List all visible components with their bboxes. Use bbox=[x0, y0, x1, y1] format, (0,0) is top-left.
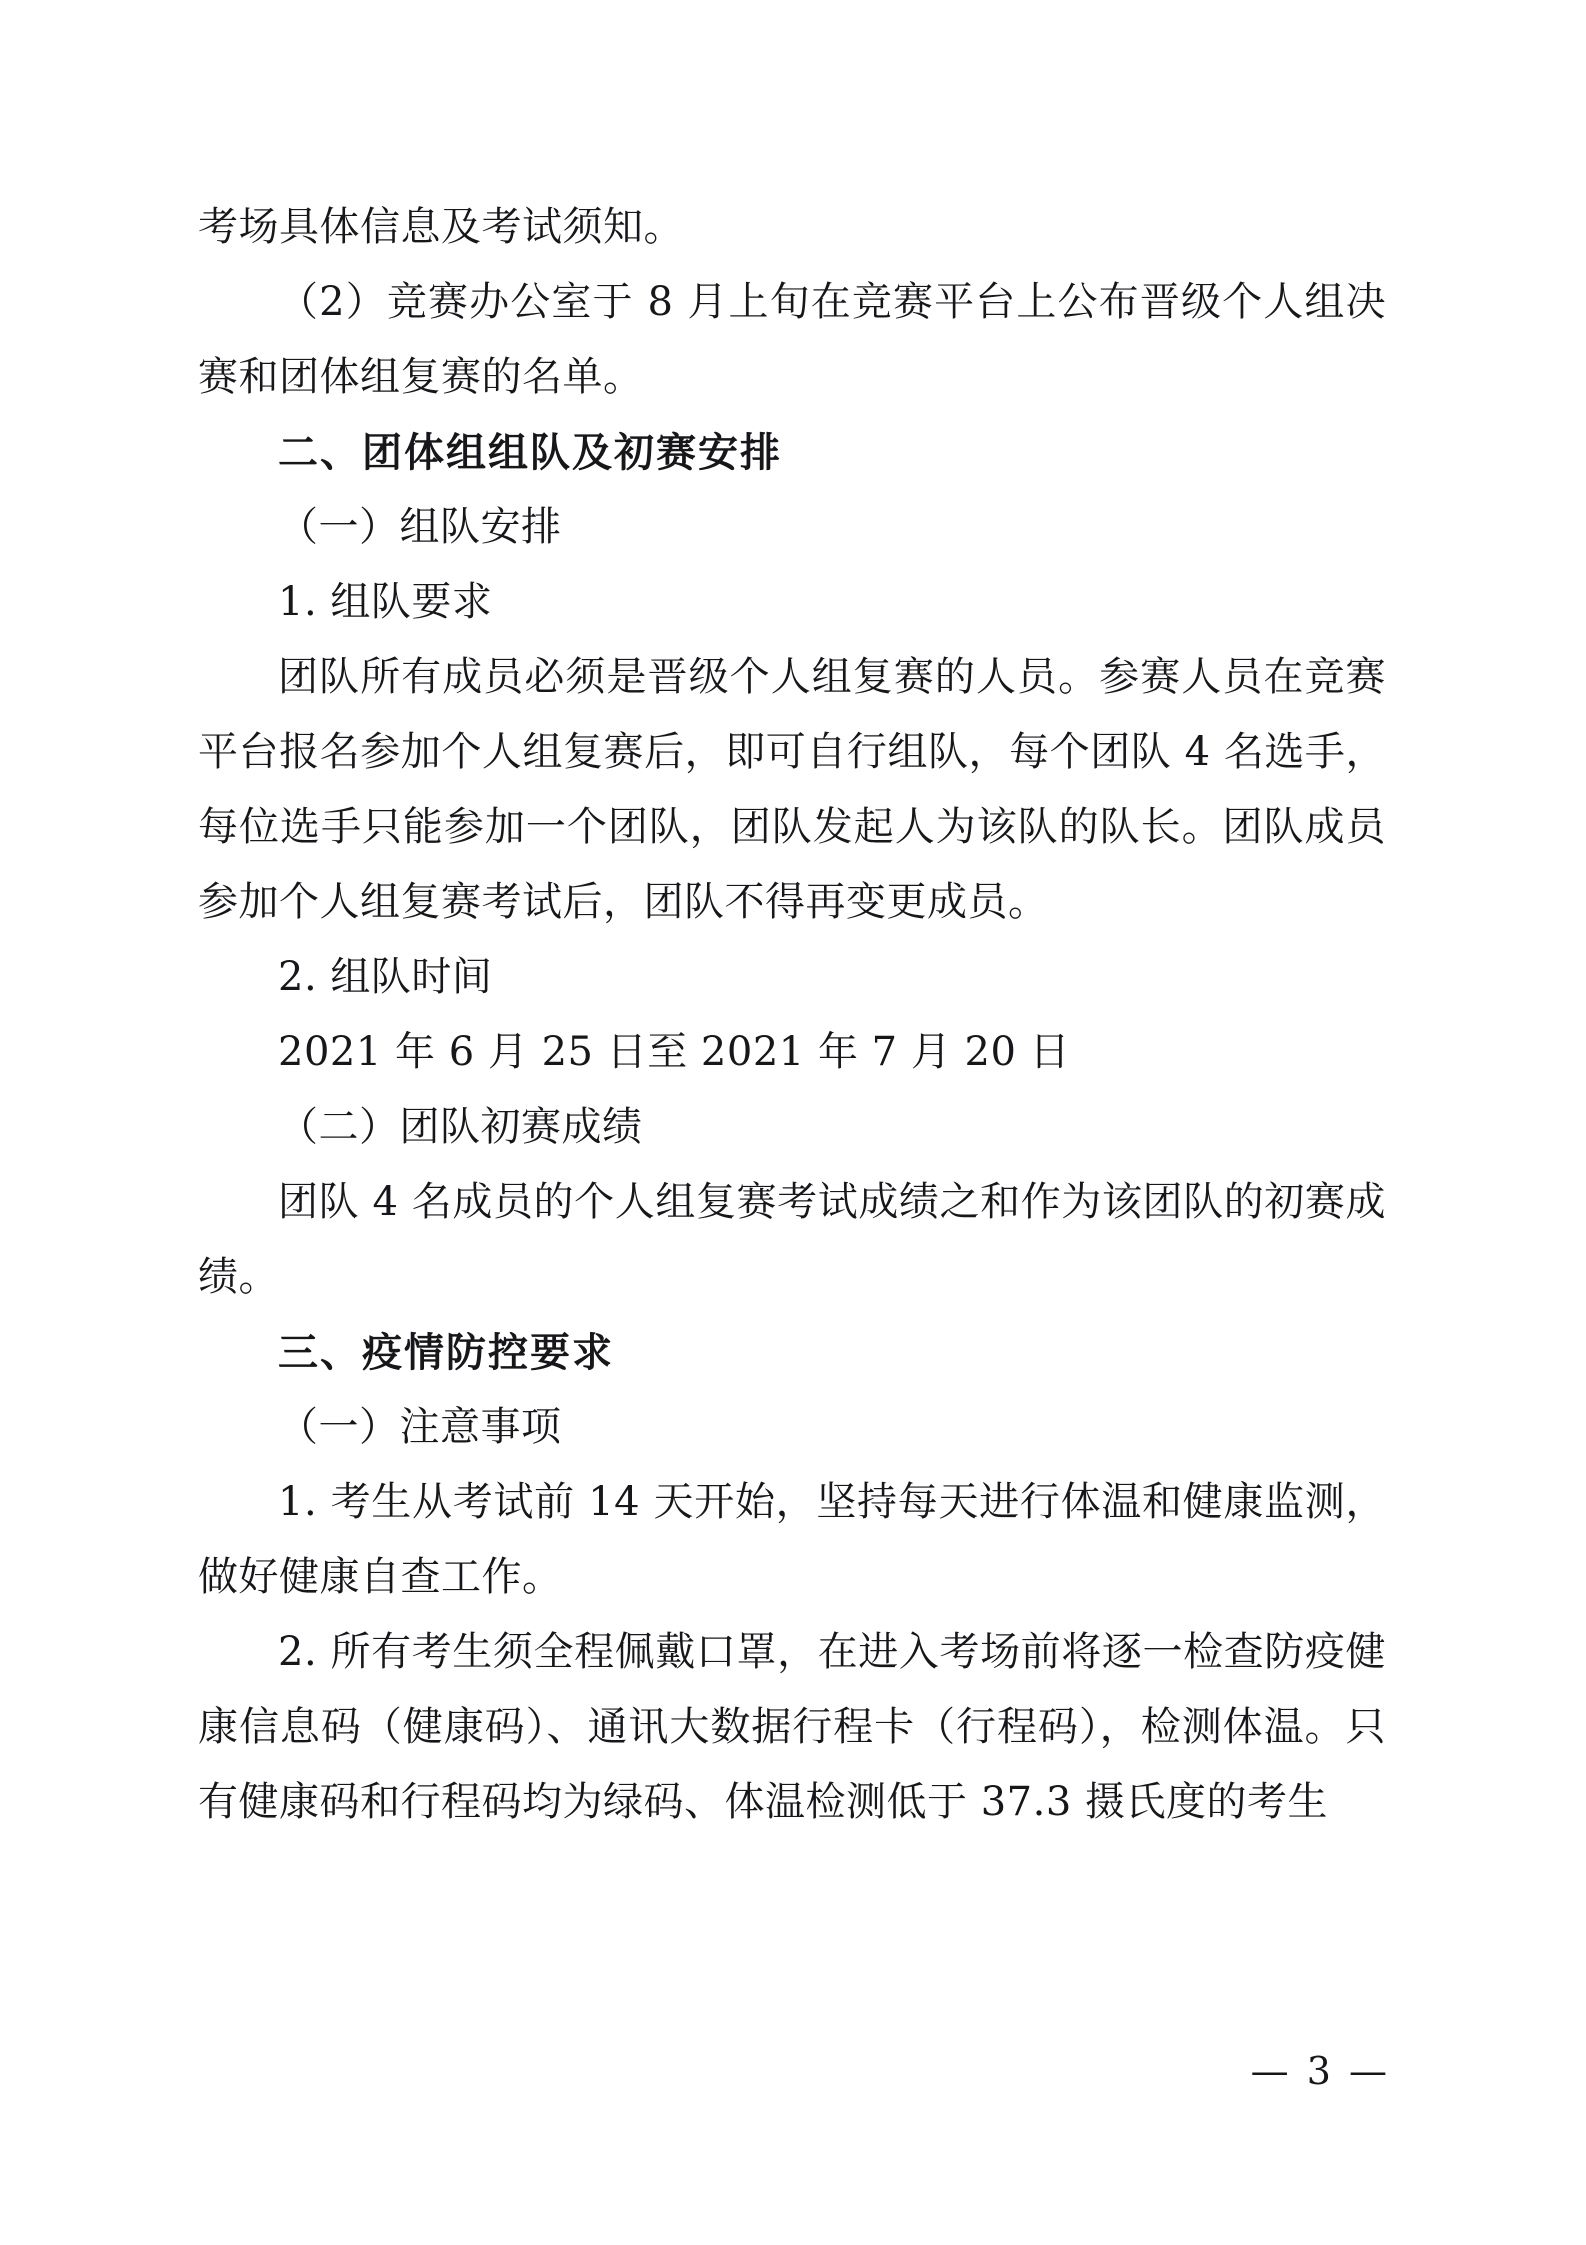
subsection-heading: （一）组队安排 bbox=[278, 504, 562, 550]
paragraph: 考场具体信息及考试须知。 bbox=[198, 204, 684, 250]
paragraph: 团队所有成员必须是晋级个人组复赛的人员。参赛人员在竞赛平台报名参加个人组复赛后，即可自行组队，每个团队 4 名选手，每位选手只能参加一个团队，团队发起人为该队的队长。团队成员参加个人组复赛考试后，团队不得再变更成员。 bbox=[198, 654, 1386, 925]
subsection-heading: （二）团队初赛成绩 bbox=[278, 1104, 643, 1150]
list-item-heading: 2. 组队时间 bbox=[278, 954, 493, 1000]
list-item-heading: 1. 组队要求 bbox=[278, 579, 493, 625]
section-heading: 三、疫情防控要求 bbox=[278, 1329, 614, 1376]
paragraph: 团队 4 名成员的个人组复赛考试成绩之和作为该团队的初赛成绩。 bbox=[198, 1179, 1386, 1300]
subsection-heading: （一）注意事项 bbox=[278, 1404, 562, 1450]
document-body bbox=[198, 190, 1386, 1840]
paragraph: （2）竞赛办公室于 8 月上旬在竞赛平台上公布晋级个人组决赛和团体组复赛的名单。 bbox=[198, 279, 1386, 400]
paragraph: 1. 考生从考试前 14 天开始，坚持每天进行体温和健康监测，做好健康自查工作。 bbox=[198, 1479, 1386, 1600]
date-range-text: 2021 年 6 月 25 日至 2021 年 7 月 20 日 bbox=[278, 1029, 1071, 1075]
paragraph: 2. 所有考生须全程佩戴口罩，在进入考场前将逐一检查防疫健康信息码（健康码）、通讯大数据行程卡（行程码），检测体温。只有健康码和行程码均为绿码、体温检测低于 37.3 摄氏度的考生 bbox=[198, 1629, 1386, 1825]
page-number: — 3 — bbox=[1250, 2049, 1390, 2093]
section-heading: 二、团体组组队及初赛安排 bbox=[278, 429, 782, 476]
